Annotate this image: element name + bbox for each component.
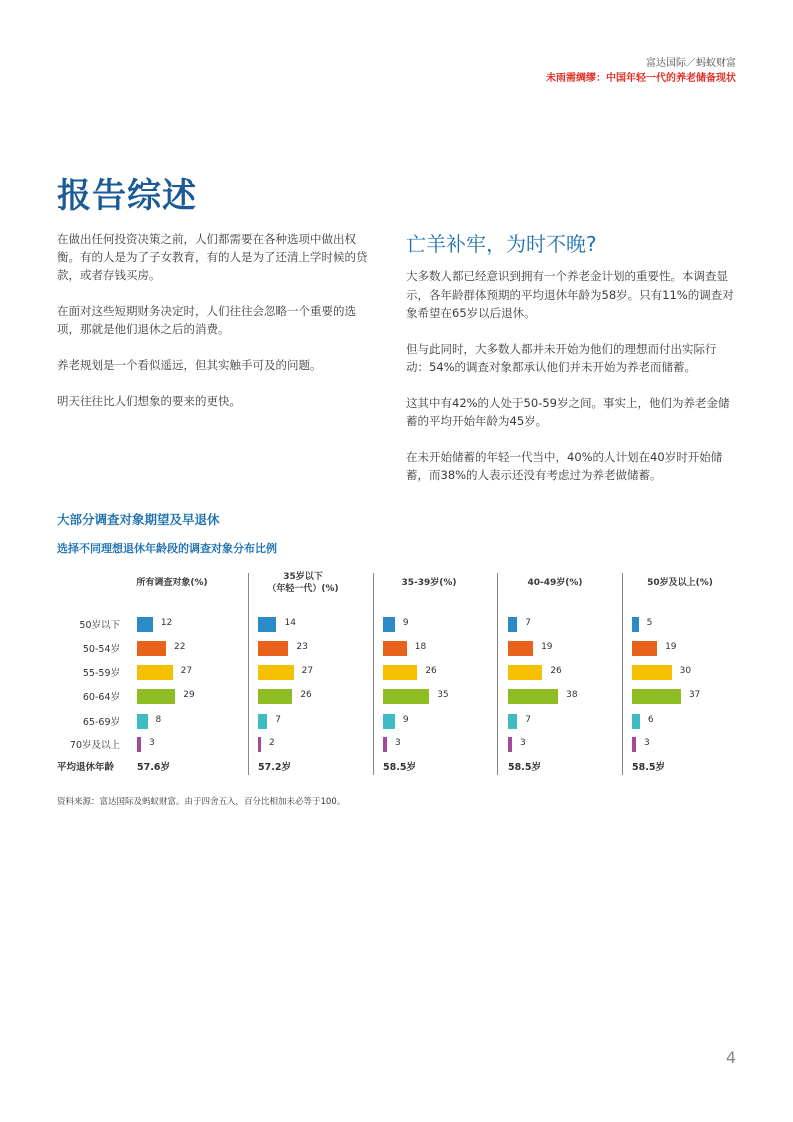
- bar-value-label: 27: [180, 666, 193, 676]
- average-value: 57.6岁: [137, 762, 170, 773]
- bar: [137, 617, 153, 632]
- bar-value-label: 19: [665, 642, 677, 652]
- bar-value-label: 30: [679, 666, 692, 676]
- bar-value-label: 3: [643, 738, 650, 748]
- bar-value-label: 26: [550, 666, 562, 676]
- bar-value-label: 35: [437, 690, 449, 700]
- average-value: 58.5岁: [383, 762, 416, 773]
- bar-value-label: 2: [269, 738, 275, 748]
- series-header: 所有调查对象(%): [136, 578, 208, 588]
- bar-value-label: 9: [402, 618, 409, 628]
- panel-divider: [497, 573, 498, 775]
- source-note: 资料来源：富达国际及蚂蚁财富。由于四舍五入，百分比相加未必等于100。: [57, 797, 346, 807]
- page-title: 报告综述: [57, 176, 197, 216]
- bar-value-label: 19: [541, 642, 553, 652]
- bar-value-label: 5: [646, 618, 653, 628]
- panel-divider: [622, 573, 623, 775]
- right-paragraph: 在未开始储蓄的年轻一代当中，40%的人计划在40岁时开始储蓄，而38%的人表示还没有考虑过为养老做储蓄。: [406, 449, 723, 482]
- bar: [632, 617, 639, 632]
- section-title: 大部分调查对象期望及早退休: [57, 512, 220, 527]
- left-paragraph: 在面对这些短期财务决定时，人们往往会忽略一个重要的选项，那就是他们退休之后的消费。: [57, 304, 356, 336]
- bar-value-label: 3: [519, 738, 526, 748]
- section-subtitle: 选择不同理想退休年龄段的调查对象分布比例: [57, 542, 277, 555]
- bar: [258, 714, 267, 729]
- bar: [508, 617, 517, 632]
- category-label: 50岁以下: [79, 620, 120, 631]
- average-value: 57.2岁: [258, 762, 291, 773]
- bar: [383, 737, 387, 752]
- left-paragraph: 在做出任何投资决策之前，人们都需要在各种选项中做出权衡。有的人是为了子女教育，有的人是为了还清上学时候的贷款，或者存钱买房。: [57, 232, 368, 282]
- bar: [258, 665, 294, 680]
- bar-value-label: 38: [566, 690, 578, 700]
- bar: [383, 665, 417, 680]
- bar-value-label: 7: [525, 715, 531, 725]
- category-label: 70岁及以上: [69, 740, 120, 751]
- average-label: 平均退休年龄: [57, 762, 115, 773]
- bar: [137, 689, 175, 704]
- bar-value-label: 23: [296, 642, 308, 652]
- bar: [632, 714, 640, 729]
- bar: [258, 689, 292, 704]
- bar: [508, 641, 533, 656]
- bar-value-label: 12: [160, 618, 173, 628]
- bar: [383, 617, 395, 632]
- bar-value-label: 37: [688, 690, 701, 700]
- bar: [383, 714, 395, 729]
- category-label: 65-69岁: [82, 717, 120, 728]
- category-label: 60-64岁: [82, 692, 120, 703]
- bar: [508, 737, 512, 752]
- bar: [632, 689, 681, 704]
- bar-value-label: 18: [414, 642, 427, 652]
- bar: [508, 689, 558, 704]
- bar-value-label: 26: [425, 666, 437, 676]
- bar-value-label: 9: [402, 715, 409, 725]
- bar-value-label: 29: [183, 690, 195, 700]
- bar-value-label: 8: [155, 715, 162, 725]
- bar-value-label: 26: [300, 690, 312, 700]
- series-header: 50岁及以上(%): [647, 578, 713, 588]
- bar-value-label: 7: [525, 618, 531, 628]
- bar-value-label: 22: [174, 642, 186, 652]
- average-value: 58.5岁: [508, 762, 541, 773]
- right-paragraph: 大多数人都已经意识到拥有一个养老金计划的重要性。本调查显示，各年龄群体预期的平均退休年龄为58岁。只有11%的调查对象希望在65岁以后退休。: [406, 269, 734, 320]
- bar-value-label: 6: [647, 715, 654, 725]
- report-title-line: 未雨需绸缪：中国年轻一代的养老储备现状: [546, 73, 736, 84]
- series-header: 40-49岁(%): [527, 578, 583, 588]
- bar: [632, 665, 672, 680]
- panel-divider: [373, 573, 374, 775]
- right-column: [406, 267, 738, 502]
- left-column: [57, 230, 375, 428]
- right-paragraph: 但与此同时，大多数人都并未开始为他们的理想而付出实际行动：54%的调查对象都承认他们并未开始为养老而储蓄。: [406, 341, 717, 374]
- average-value: 58.5岁: [632, 762, 665, 773]
- bar-value-label: 7: [275, 715, 281, 725]
- panel-divider: [248, 573, 249, 775]
- bar-value-label: 27: [301, 666, 314, 676]
- category-label: 50-54岁: [82, 644, 120, 655]
- bar: [137, 714, 148, 729]
- category-label: 55-59岁: [82, 668, 120, 679]
- bar-value-label: 3: [394, 738, 401, 748]
- bar-value-label: 3: [148, 738, 155, 748]
- retirement-age-chart: [0, 565, 793, 780]
- bar: [632, 737, 636, 752]
- page-header: [546, 56, 736, 86]
- bar: [258, 617, 276, 632]
- bar: [632, 641, 657, 656]
- right-paragraph: 这其中有42%的人处于50-59岁之间。事实上，他们为养老金储蓄的平均开始年龄为45岁。: [406, 395, 730, 428]
- bar: [137, 737, 141, 752]
- series-header: 35-39岁(%): [401, 578, 457, 588]
- bar: [383, 689, 429, 704]
- bar: [258, 737, 261, 752]
- left-paragraph: 养老规划是一个看似遥远，但其实触手可及的问题。: [57, 358, 322, 372]
- bar-value-label: 14: [284, 618, 296, 628]
- left-paragraph: 明天往往比人们想象的要来的更快。: [57, 394, 241, 408]
- series-header: 35岁以下 （年轻一代）(%): [267, 572, 339, 594]
- right-heading: 亡羊补牢，为时不晚?: [406, 232, 597, 256]
- bar: [258, 641, 288, 656]
- brand-line: 富达国际／蚂蚁财富: [646, 58, 736, 69]
- bar: [137, 641, 166, 656]
- bar: [508, 714, 517, 729]
- page-number: 4: [725, 1048, 736, 1067]
- bar: [383, 641, 407, 656]
- bar: [137, 665, 173, 680]
- bar: [508, 665, 542, 680]
